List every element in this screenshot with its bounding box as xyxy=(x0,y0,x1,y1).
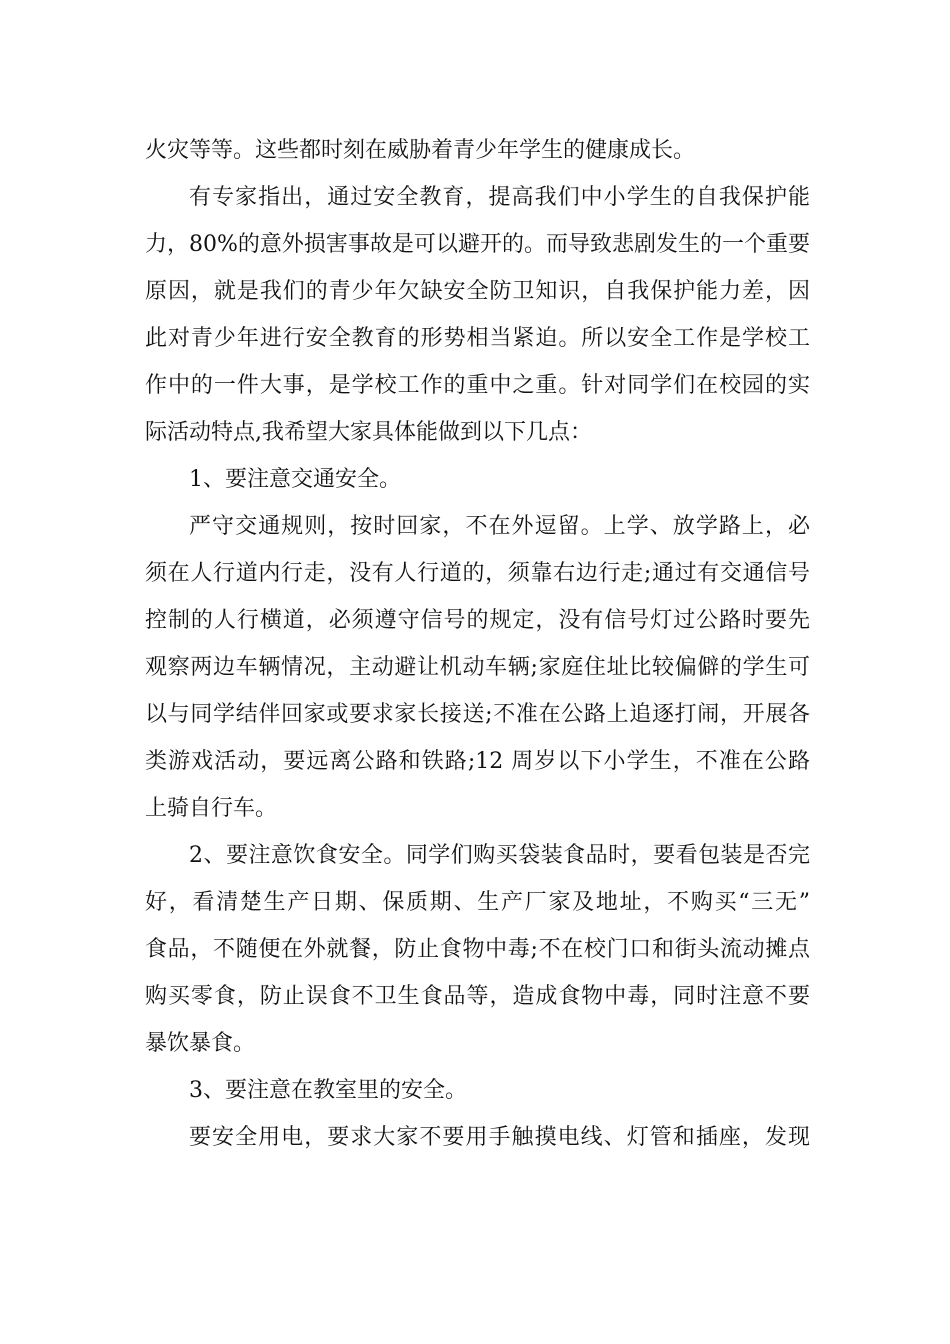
paragraph-expert-opinion xyxy=(145,174,810,456)
text-line: 严守交通规则，按时回家，不在外逗留。上学、放学路上，必 xyxy=(189,514,810,539)
text-line: 2、要注意饮食安全。同学们购买袋装食品时，要看包装是否完 xyxy=(189,843,810,868)
text-line: 此对青少年进行安全教育的形势相当紧迫。所以安全工作是学校工 xyxy=(145,326,810,351)
paragraph-electrical-safety xyxy=(145,1114,810,1161)
text-line: 暴饮暴食。 xyxy=(145,1031,256,1056)
heading-traffic-safety xyxy=(145,456,810,503)
heading-classroom-safety xyxy=(145,1067,810,1114)
paragraph-continuation xyxy=(145,127,810,174)
text-line: 力，80%的意外损害事故是可以避开的。而导致悲剧发生的一个重要 xyxy=(145,232,810,257)
text-line: 类游戏活动，要远离公路和铁路;12 周岁以下小学生，不准在公路 xyxy=(145,749,810,774)
text-line: 以与同学结伴回家或要求家长接送;不准在公路上追逐打闹，开展各 xyxy=(145,702,810,727)
text-line: 原因，就是我们的青少年欠缺安全防卫知识，自我保护能力差，因 xyxy=(145,279,810,304)
text-line: 控制的人行横道，必须遵守信号的规定，没有信号灯过公路时要先 xyxy=(145,608,810,633)
text-line: 3、要注意在教室里的安全。 xyxy=(189,1078,467,1103)
text-line: 要安全用电，要求大家不要用手触摸电线、灯管和插座，发现 xyxy=(189,1125,810,1150)
text-line: 上骑自行车。 xyxy=(145,796,278,821)
text-line: 际活动特点,我希望大家具体能做到以下几点： xyxy=(145,420,592,445)
document-body xyxy=(145,127,810,1161)
text-line: 须在人行道内行走，没有人行道的，须靠右边行走;通过有交通信号 xyxy=(145,561,810,586)
text-line: 购买零食，防止误食不卫生食品等，造成食物中毒，同时注意不要 xyxy=(145,984,810,1009)
paragraph-food-safety xyxy=(145,832,810,1067)
text-line: 作中的一件大事，是学校工作的重中之重。针对同学们在校园的实 xyxy=(145,373,810,398)
text-line: 食品，不随便在外就餐，防止食物中毒;不在校门口和街头流动摊点 xyxy=(145,937,810,962)
text-line: 1、要注意交通安全。 xyxy=(189,467,401,492)
text-line: 观察两边车辆情况，主动避让机动车辆;家庭住址比较偏僻的学生可 xyxy=(145,655,810,680)
text-line: 有专家指出，通过安全教育，提高我们中小学生的自我保护能 xyxy=(189,185,810,210)
text-line: 火灾等等。这些都时刻在威胁着青少年学生的健康成长。 xyxy=(145,138,696,163)
paragraph-traffic-rules xyxy=(145,503,810,832)
text-line: 好，看清楚生产日期、保质期、生产厂家及地址，不购买“三无” xyxy=(145,890,810,915)
